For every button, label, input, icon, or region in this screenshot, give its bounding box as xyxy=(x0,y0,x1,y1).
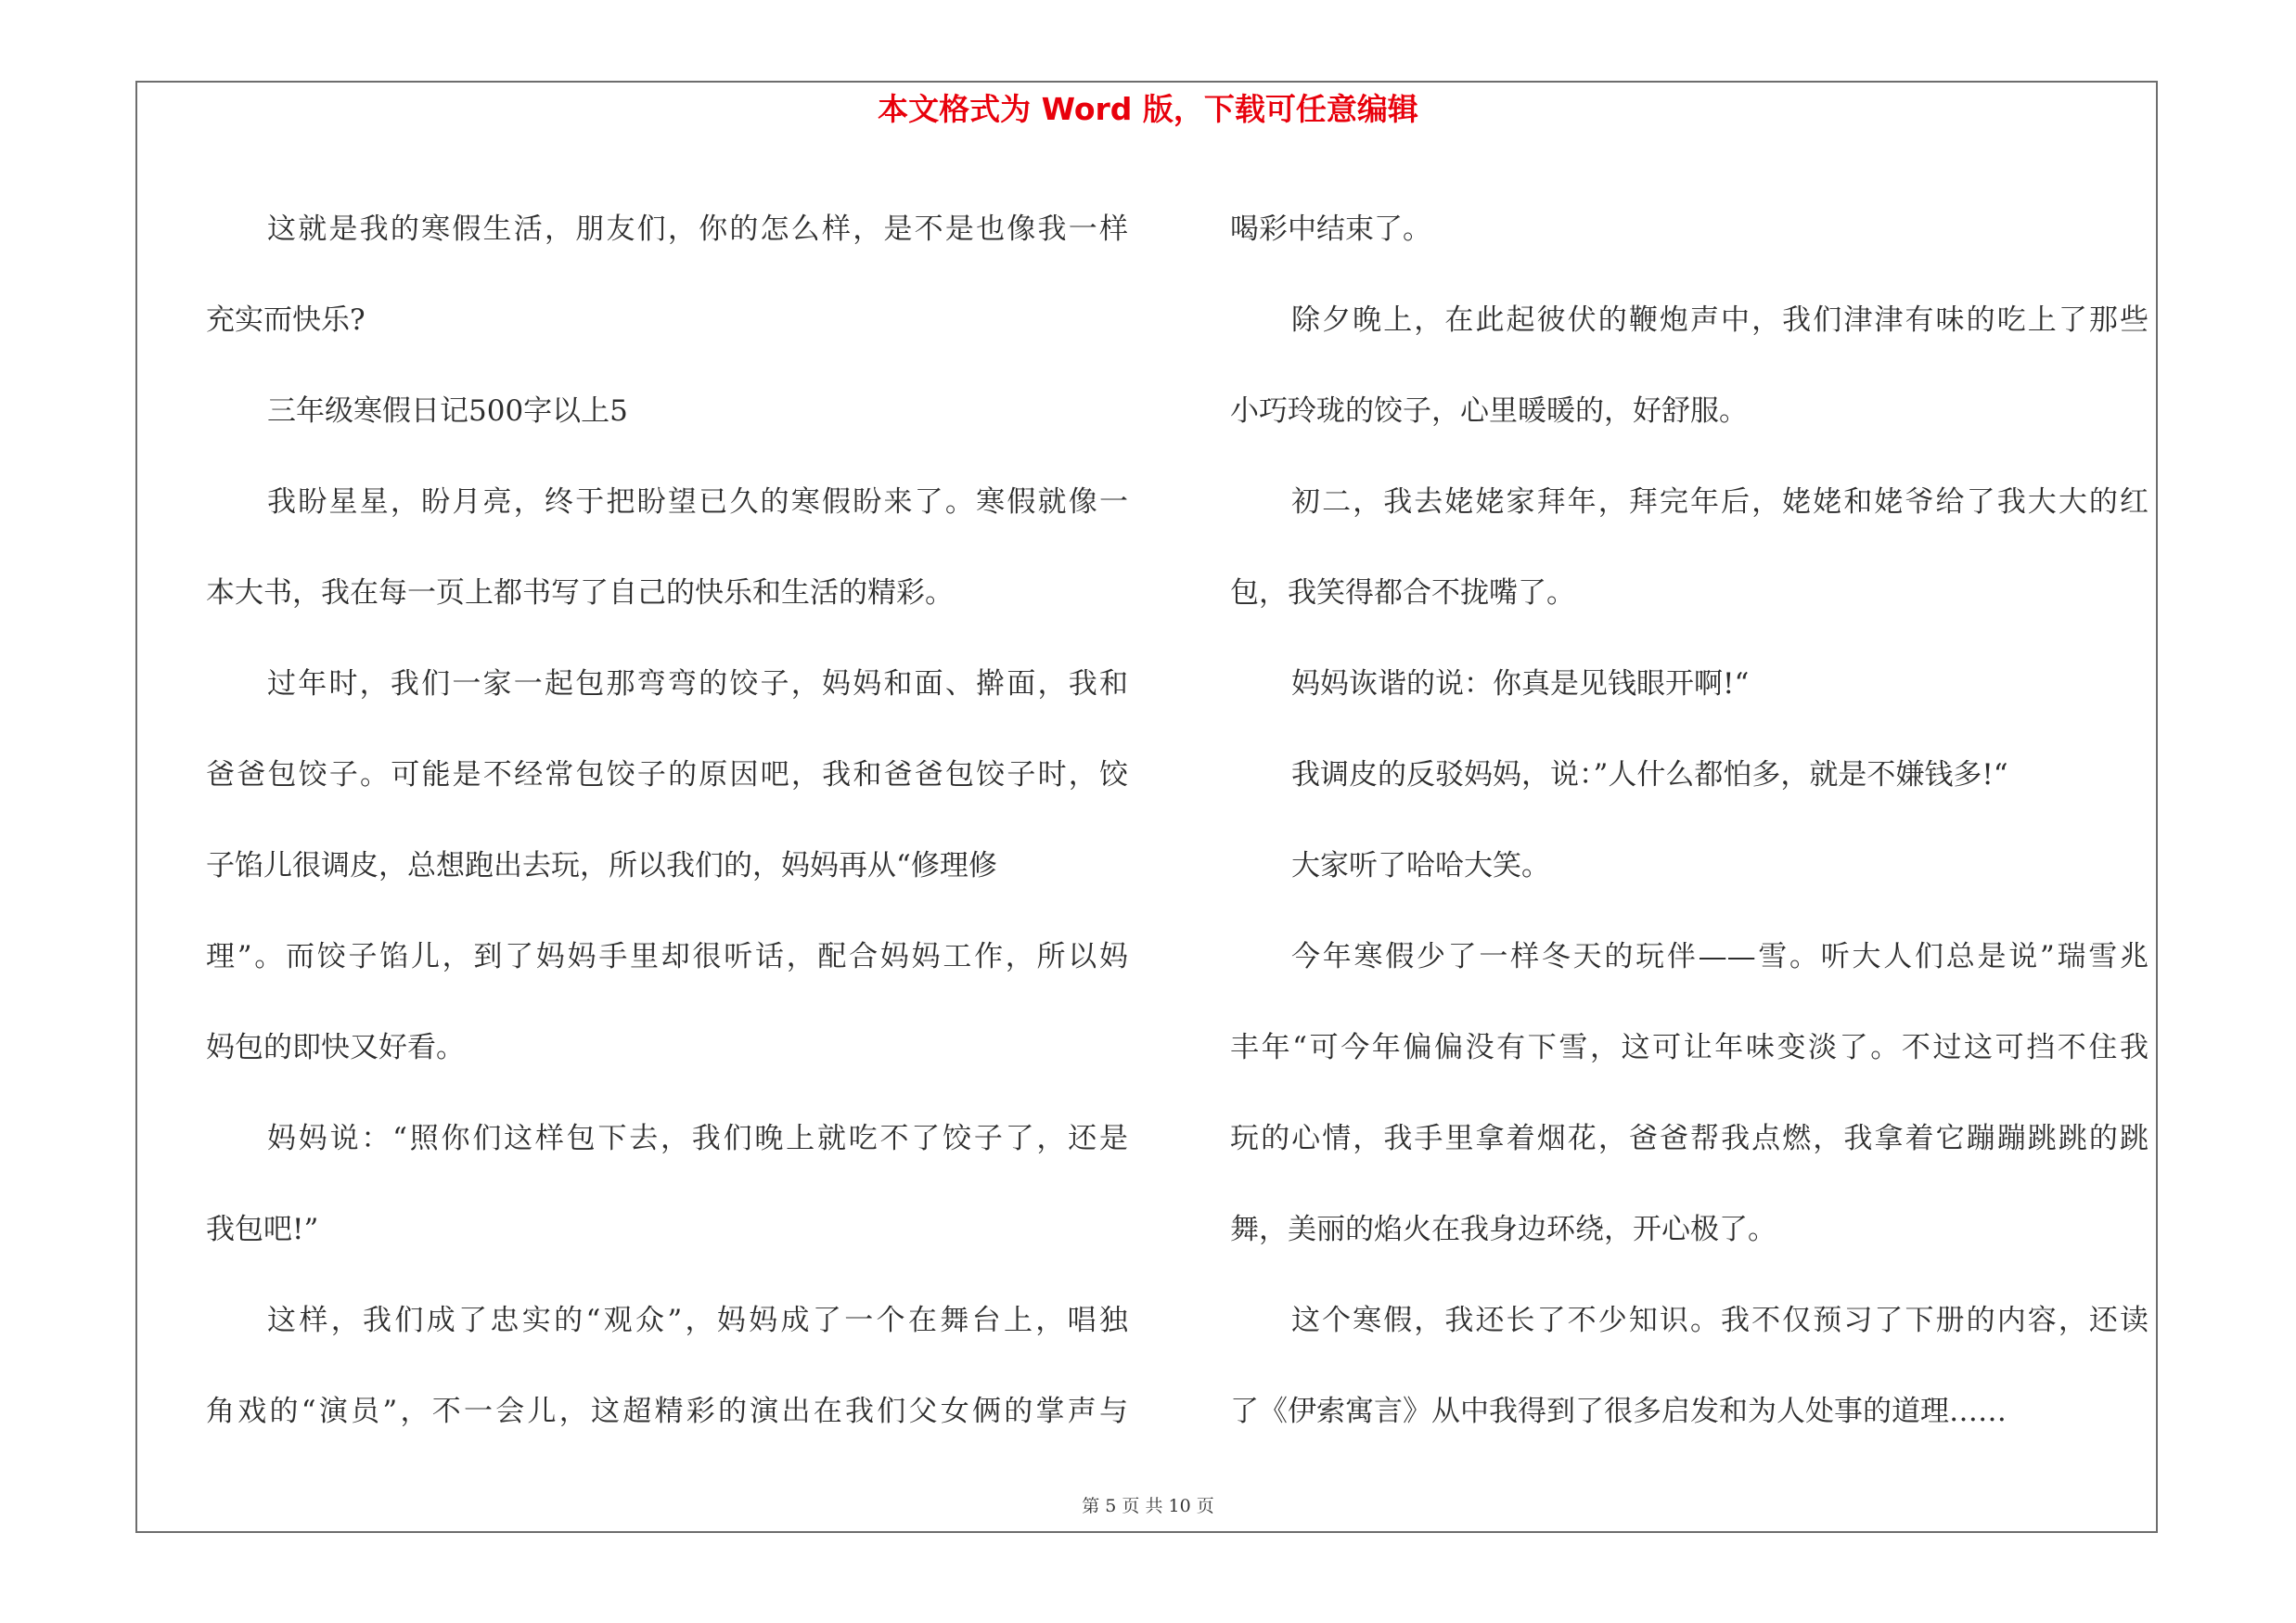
text-line: 今年寒假少了一样冬天的玩伴——雪。听大人们总是说”瑞雪兆 xyxy=(1291,940,2148,973)
text-line: 除夕晚上，在此起彼伏的鞭炮声中，我们津津有味的吃上了那些 xyxy=(1291,303,2148,337)
text-line: 本大书，我在每一页上都书写了自己的快乐和生活的精彩。 xyxy=(206,576,954,610)
text-line: 丰年“可今年偏偏没有下雪，这可让年味变淡了。不过这可挡不住我 xyxy=(1230,1031,2148,1064)
text-line: 三年级寒假日记500字以上5 xyxy=(267,394,628,428)
text-line: 这样，我们成了忠实的“观众”，妈妈成了一个在舞台上，唱独 xyxy=(267,1304,1128,1337)
text-line: 爸爸包饺子。可能是不经常包饺子的原因吧，我和爸爸包饺子时，饺 xyxy=(206,758,1128,792)
text-line: 理”。而饺子馅儿，到了妈妈手里却很听话，配合妈妈工作，所以妈 xyxy=(206,940,1128,973)
text-line: 这就是我的寒假生活，朋友们，你的怎么样，是不是也像我一样 xyxy=(267,213,1128,246)
document-header: 本文格式为 Word 版，下载可任意编辑 xyxy=(878,91,1418,127)
text-line: 初二，我去姥姥家拜年，拜完年后，姥姥和姥爷给了我大大的红 xyxy=(1291,485,2148,519)
text-line: 玩的心情，我手里拿着烟花，爸爸帮我点燃，我拿着它蹦蹦跳跳的跳 xyxy=(1230,1122,2148,1155)
text-line: 这个寒假，我还长了不少知识。我不仅预习了下册的内容，还读 xyxy=(1291,1304,2148,1337)
text-line: 大家听了哈哈大笑。 xyxy=(1291,849,1550,882)
text-line: 小巧玲珑的饺子，心里暖暖的，好舒服。 xyxy=(1230,394,1748,428)
text-line: 了《伊索寓言》从中我得到了很多启发和为人处事的道理…… xyxy=(1230,1395,2007,1428)
text-line: 角戏的“演员”，不一会儿，这超精彩的演出在我们父女俩的掌声与 xyxy=(206,1395,1128,1428)
left-column xyxy=(206,184,1128,1457)
right-column xyxy=(1230,184,2148,1457)
text-line: 我调皮的反驳妈妈，说：”人什么都怕多，就是不嫌钱多!“ xyxy=(1291,758,2008,792)
text-line: 我盼星星，盼月亮，终于把盼望已久的寒假盼来了。寒假就像一 xyxy=(267,485,1128,519)
text-line: 妈妈诙谐的说：你真是见钱眼开啊!“ xyxy=(1291,667,1750,701)
text-line: 充实而快乐? xyxy=(206,303,366,337)
text-line: 子馅儿很调皮，总想跑出去玩，所以我们的，妈妈再从“修理修 xyxy=(206,849,997,882)
text-line: 喝彩中结束了。 xyxy=(1230,213,1431,246)
text-line: 妈包的即快又好看。 xyxy=(206,1031,465,1064)
text-line: 我包吧!” xyxy=(206,1213,319,1246)
text-line: 妈妈说：“照你们这样包下去，我们晚上就吃不了饺子了，还是 xyxy=(267,1122,1128,1155)
text-line: 过年时，我们一家一起包那弯弯的饺子，妈妈和面、擀面，我和 xyxy=(267,667,1128,701)
text-line: 舞，美丽的焰火在我身边环绕，开心极了。 xyxy=(1230,1213,1777,1246)
text-line: 包，我笑得都合不拢嘴了。 xyxy=(1230,576,1575,610)
page-number-footer: 第 5 页 共 10 页 xyxy=(1082,1496,1214,1516)
